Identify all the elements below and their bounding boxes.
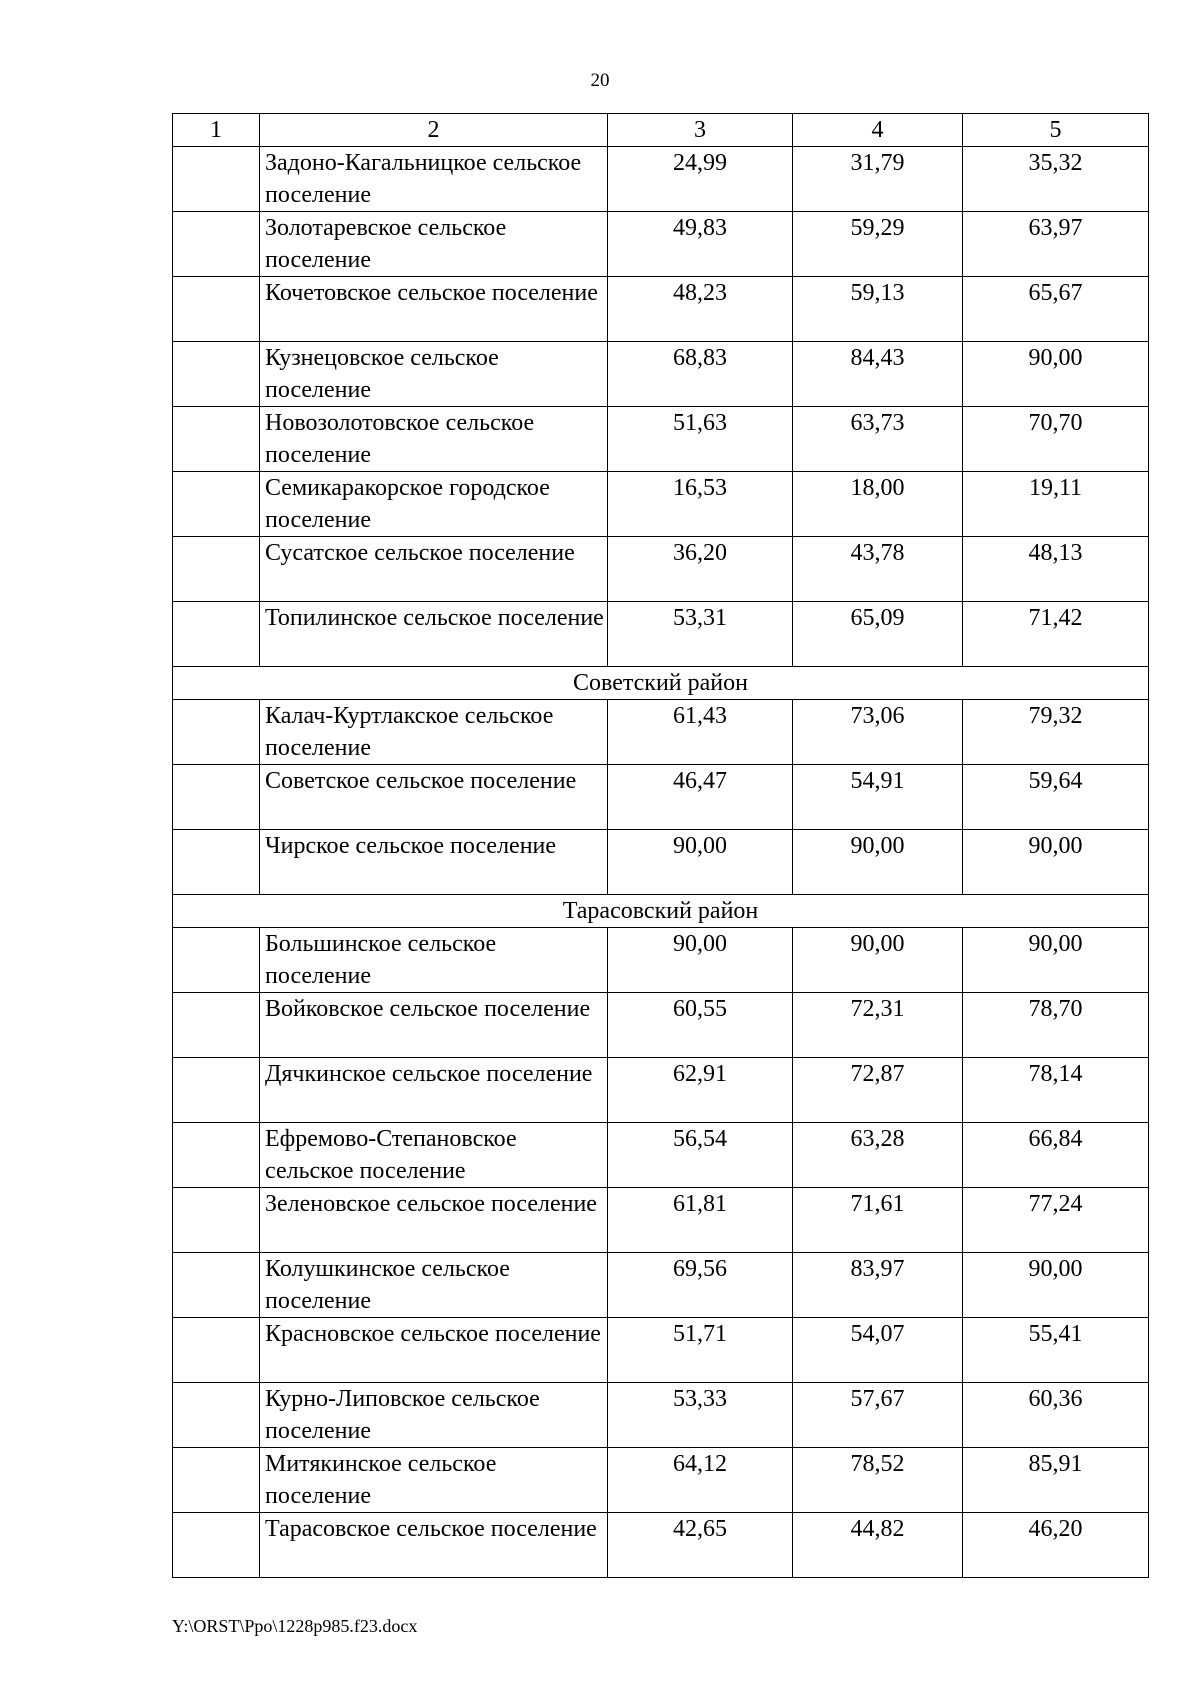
table-row [173,212,1149,277]
value-col3-cell: 60,55 [608,993,793,1058]
value-col3-cell: 51,71 [608,1318,793,1383]
row-number-cell [173,1448,260,1513]
row-number-cell [173,1188,260,1253]
row-number-cell [173,537,260,602]
table-row [173,928,1149,993]
table-row [173,1318,1149,1383]
settlement-name-cell: Сусатское сельское поселение [260,537,608,602]
value-col4-cell: 44,82 [793,1513,963,1578]
value-col4-cell: 78,52 [793,1448,963,1513]
value-col5-cell: 77,24 [963,1188,1149,1253]
settlement-name-cell: Красновское сельское поселение [260,1318,608,1383]
table-row [173,147,1149,212]
value-col5-cell: 59,64 [963,765,1149,830]
table-row [173,1253,1149,1318]
table-row [173,1448,1149,1513]
table-row [173,277,1149,342]
settlement-name-cell: Золотаревское сельское поселение [260,212,608,277]
value-col4-cell: 73,06 [793,700,963,765]
value-col3-cell: 48,23 [608,277,793,342]
section-row [173,895,1149,928]
value-col5-cell: 70,70 [963,407,1149,472]
value-col3-cell: 90,00 [608,928,793,993]
settlement-name-cell: Войковское сельское поселение [260,993,608,1058]
value-col3-cell: 46,47 [608,765,793,830]
value-col5-cell: 90,00 [963,1253,1149,1318]
value-col3-cell: 56,54 [608,1123,793,1188]
value-col4-cell: 83,97 [793,1253,963,1318]
row-number-cell [173,993,260,1058]
row-number-cell [173,407,260,472]
value-col4-cell: 43,78 [793,537,963,602]
value-col3-cell: 51,63 [608,407,793,472]
row-number-cell [173,212,260,277]
row-number-cell [173,1058,260,1123]
settlement-name-cell: Дячкинское сельское поселение [260,1058,608,1123]
section-row [173,667,1149,700]
header-row [173,114,1149,147]
value-col4-cell: 59,13 [793,277,963,342]
value-col5-cell: 66,84 [963,1123,1149,1188]
header-cell-5: 5 [963,114,1149,147]
settlement-name-cell: Советское сельское поселение [260,765,608,830]
row-number-cell [173,1318,260,1383]
value-col4-cell: 71,61 [793,1188,963,1253]
settlement-name-cell: Большинское сельское поселение [260,928,608,993]
value-col4-cell: 90,00 [793,830,963,895]
settlement-name-cell: Кузнецовское сельское поселение [260,342,608,407]
value-col5-cell: 46,20 [963,1513,1149,1578]
value-col3-cell: 36,20 [608,537,793,602]
row-number-cell [173,830,260,895]
table-row [173,1188,1149,1253]
value-col3-cell: 90,00 [608,830,793,895]
value-col3-cell: 68,83 [608,342,793,407]
data-table [172,113,1149,1578]
value-col3-cell: 62,91 [608,1058,793,1123]
row-number-cell [173,1383,260,1448]
value-col4-cell: 90,00 [793,928,963,993]
table-row [173,1513,1149,1578]
settlement-name-cell: Курно-Липовское сельское поселение [260,1383,608,1448]
section-title: Тарасовский район [173,895,1149,928]
value-col4-cell: 63,28 [793,1123,963,1188]
value-col5-cell: 63,97 [963,212,1149,277]
value-col4-cell: 72,31 [793,993,963,1058]
value-col4-cell: 54,91 [793,765,963,830]
header-cell-1: 1 [173,114,260,147]
section-title: Советский район [173,667,1149,700]
row-number-cell [173,342,260,407]
settlement-name-cell: Тарасовское сельское поселение [260,1513,608,1578]
header-cell-2: 2 [260,114,608,147]
value-col4-cell: 72,87 [793,1058,963,1123]
value-col3-cell: 53,31 [608,602,793,667]
value-col4-cell: 84,43 [793,342,963,407]
value-col3-cell: 24,99 [608,147,793,212]
row-number-cell [173,472,260,537]
row-number-cell [173,1253,260,1318]
value-col3-cell: 53,33 [608,1383,793,1448]
value-col3-cell: 64,12 [608,1448,793,1513]
value-col5-cell: 55,41 [963,1318,1149,1383]
table-row [173,472,1149,537]
value-col4-cell: 31,79 [793,147,963,212]
value-col4-cell: 59,29 [793,212,963,277]
table-row [173,602,1149,667]
row-number-cell [173,277,260,342]
page-number: 20 [590,70,610,91]
table-row [173,1123,1149,1188]
settlement-name-cell: Митякинское сельское поселение [260,1448,608,1513]
settlement-name-cell: Ефремово-Степановское сельское поселение [260,1123,608,1188]
table-row [173,1383,1149,1448]
value-col5-cell: 85,91 [963,1448,1149,1513]
value-col5-cell: 19,11 [963,472,1149,537]
table-body [173,114,1149,1578]
table-row [173,1058,1149,1123]
row-number-cell [173,700,260,765]
value-col3-cell: 61,81 [608,1188,793,1253]
value-col3-cell: 42,65 [608,1513,793,1578]
value-col4-cell: 57,67 [793,1383,963,1448]
value-col3-cell: 49,83 [608,212,793,277]
footer-file-path: Y:\ORST\Ppo\1228p985.f23.docx [172,1616,418,1636]
table-row [173,765,1149,830]
value-col4-cell: 18,00 [793,472,963,537]
table-row [173,830,1149,895]
value-col5-cell: 71,42 [963,602,1149,667]
value-col4-cell: 54,07 [793,1318,963,1383]
value-col5-cell: 48,13 [963,537,1149,602]
value-col5-cell: 90,00 [963,928,1149,993]
table-row [173,407,1149,472]
table-row [173,342,1149,407]
value-col4-cell: 65,09 [793,602,963,667]
row-number-cell [173,765,260,830]
row-number-cell [173,928,260,993]
value-col3-cell: 61,43 [608,700,793,765]
settlement-name-cell: Задоно-Кагальницкое сельское поселение [260,147,608,212]
table-row [173,993,1149,1058]
value-col5-cell: 35,32 [963,147,1149,212]
value-col4-cell: 63,73 [793,407,963,472]
settlement-name-cell: Чирское сельское поселение [260,830,608,895]
value-col5-cell: 90,00 [963,342,1149,407]
table-row [173,537,1149,602]
row-number-cell [173,1513,260,1578]
value-col5-cell: 90,00 [963,830,1149,895]
settlement-name-cell: Калач-Куртлакское сельское поселение [260,700,608,765]
table-row [173,700,1149,765]
settlement-name-cell: Кочетовское сельское поселение [260,277,608,342]
settlement-name-cell: Новозолотовское сельское поселение [260,407,608,472]
value-col5-cell: 78,70 [963,993,1149,1058]
value-col5-cell: 78,14 [963,1058,1149,1123]
value-col5-cell: 65,67 [963,277,1149,342]
header-cell-4: 4 [793,114,963,147]
settlement-name-cell: Зеленовское сельское поселение [260,1188,608,1253]
value-col3-cell: 69,56 [608,1253,793,1318]
settlement-name-cell: Колушкинское сельское поселение [260,1253,608,1318]
header-cell-3: 3 [608,114,793,147]
value-col3-cell: 16,53 [608,472,793,537]
row-number-cell [173,147,260,212]
value-col5-cell: 79,32 [963,700,1149,765]
settlement-name-cell: Семикаракорское городское поселение [260,472,608,537]
value-col5-cell: 60,36 [963,1383,1149,1448]
row-number-cell [173,602,260,667]
settlement-name-cell: Топилинское сельское поселение [260,602,608,667]
row-number-cell [173,1123,260,1188]
